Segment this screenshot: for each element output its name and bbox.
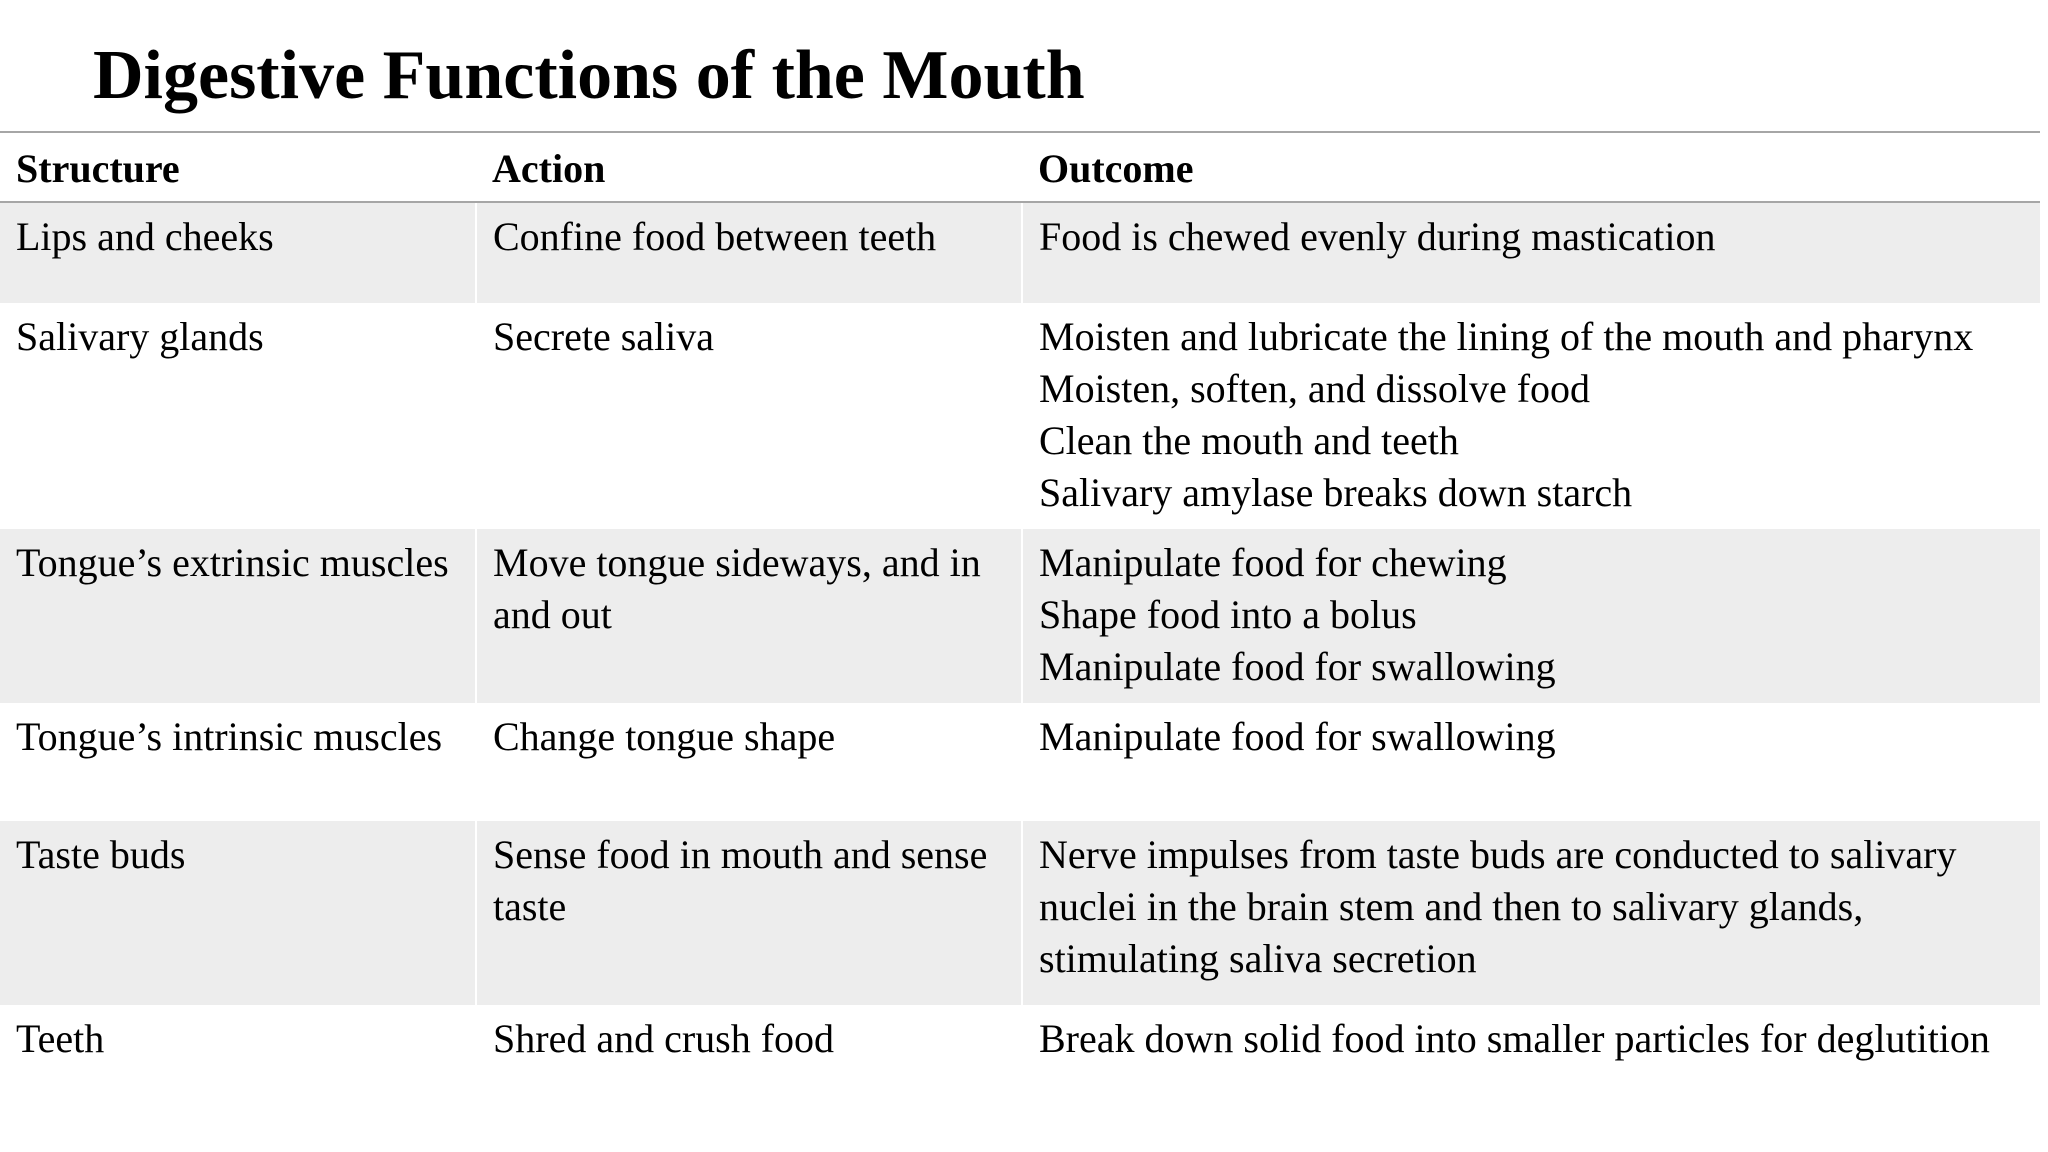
table-row	[0, 1005, 2040, 1133]
cell-action: Shred and crush food	[476, 1005, 1022, 1133]
cell-action: Move tongue sideways, and in and out	[476, 529, 1022, 703]
table-row	[0, 202, 2040, 303]
table-row	[0, 529, 2040, 703]
cell-outcome	[1022, 529, 2040, 703]
cell-action: Change tongue shape	[476, 703, 1022, 821]
cell-structure: Taste buds	[0, 821, 476, 1005]
cell-outcome	[1022, 703, 2040, 821]
header-structure: Structure	[0, 133, 476, 202]
cell-structure: Salivary glands	[16, 314, 264, 359]
digestive-functions-table	[0, 131, 2040, 1133]
cell-structure: Tongue’s extrinsic muscles	[0, 529, 476, 703]
outcome-line: Moisten and lubricate the lining of the mouth and pharynx	[1039, 314, 1974, 359]
header-action: Action	[476, 133, 1022, 202]
cell-structure: Lips and cheeks	[0, 202, 476, 303]
cell-structure: Tongue’s intrinsic muscles	[16, 714, 443, 759]
cell-structure: Teeth	[16, 1016, 105, 1061]
cell-outcome	[1022, 303, 2040, 529]
table-header-row	[0, 133, 2040, 202]
cell-outcome	[1022, 1005, 2040, 1133]
table-row	[0, 821, 2040, 1005]
cell-outcome	[1022, 202, 2040, 303]
outcome-line: Shape food into a bolus	[1039, 592, 1417, 637]
outcome-line: Food is chewed evenly during mastication	[1039, 214, 1716, 259]
header-outcome: Outcome	[1022, 133, 2040, 202]
table-row	[0, 703, 2040, 821]
table-row	[0, 303, 2040, 529]
outcome-line: Nerve impulses from taste buds are conducted to salivary nuclei in the brain stem and then to salivary glands, stimulating saliva secretion	[1039, 832, 1957, 981]
outcome-line: Manipulate food for chewing	[1039, 540, 1507, 585]
cell-outcome	[1022, 821, 2040, 1005]
outcome-line: Moisten, soften, and dissolve food	[1039, 366, 1591, 411]
cell-action: Secrete saliva	[476, 303, 1022, 529]
outcome-line: Clean the mouth and teeth	[1039, 418, 1459, 463]
cell-action: Sense food in mouth and sense taste	[476, 821, 1022, 1005]
outcome-line: Manipulate food for swallowing	[1039, 714, 1556, 759]
outcome-line: Break down solid food into smaller particles for deglutition	[1039, 1016, 1990, 1061]
outcome-line: Salivary amylase breaks down starch	[1039, 470, 1633, 515]
page-title: Digestive Functions of the Mouth	[93, 37, 1085, 114]
outcome-line: Manipulate food for swallowing	[1039, 644, 1556, 689]
cell-action: Confine food between teeth	[476, 202, 1022, 303]
